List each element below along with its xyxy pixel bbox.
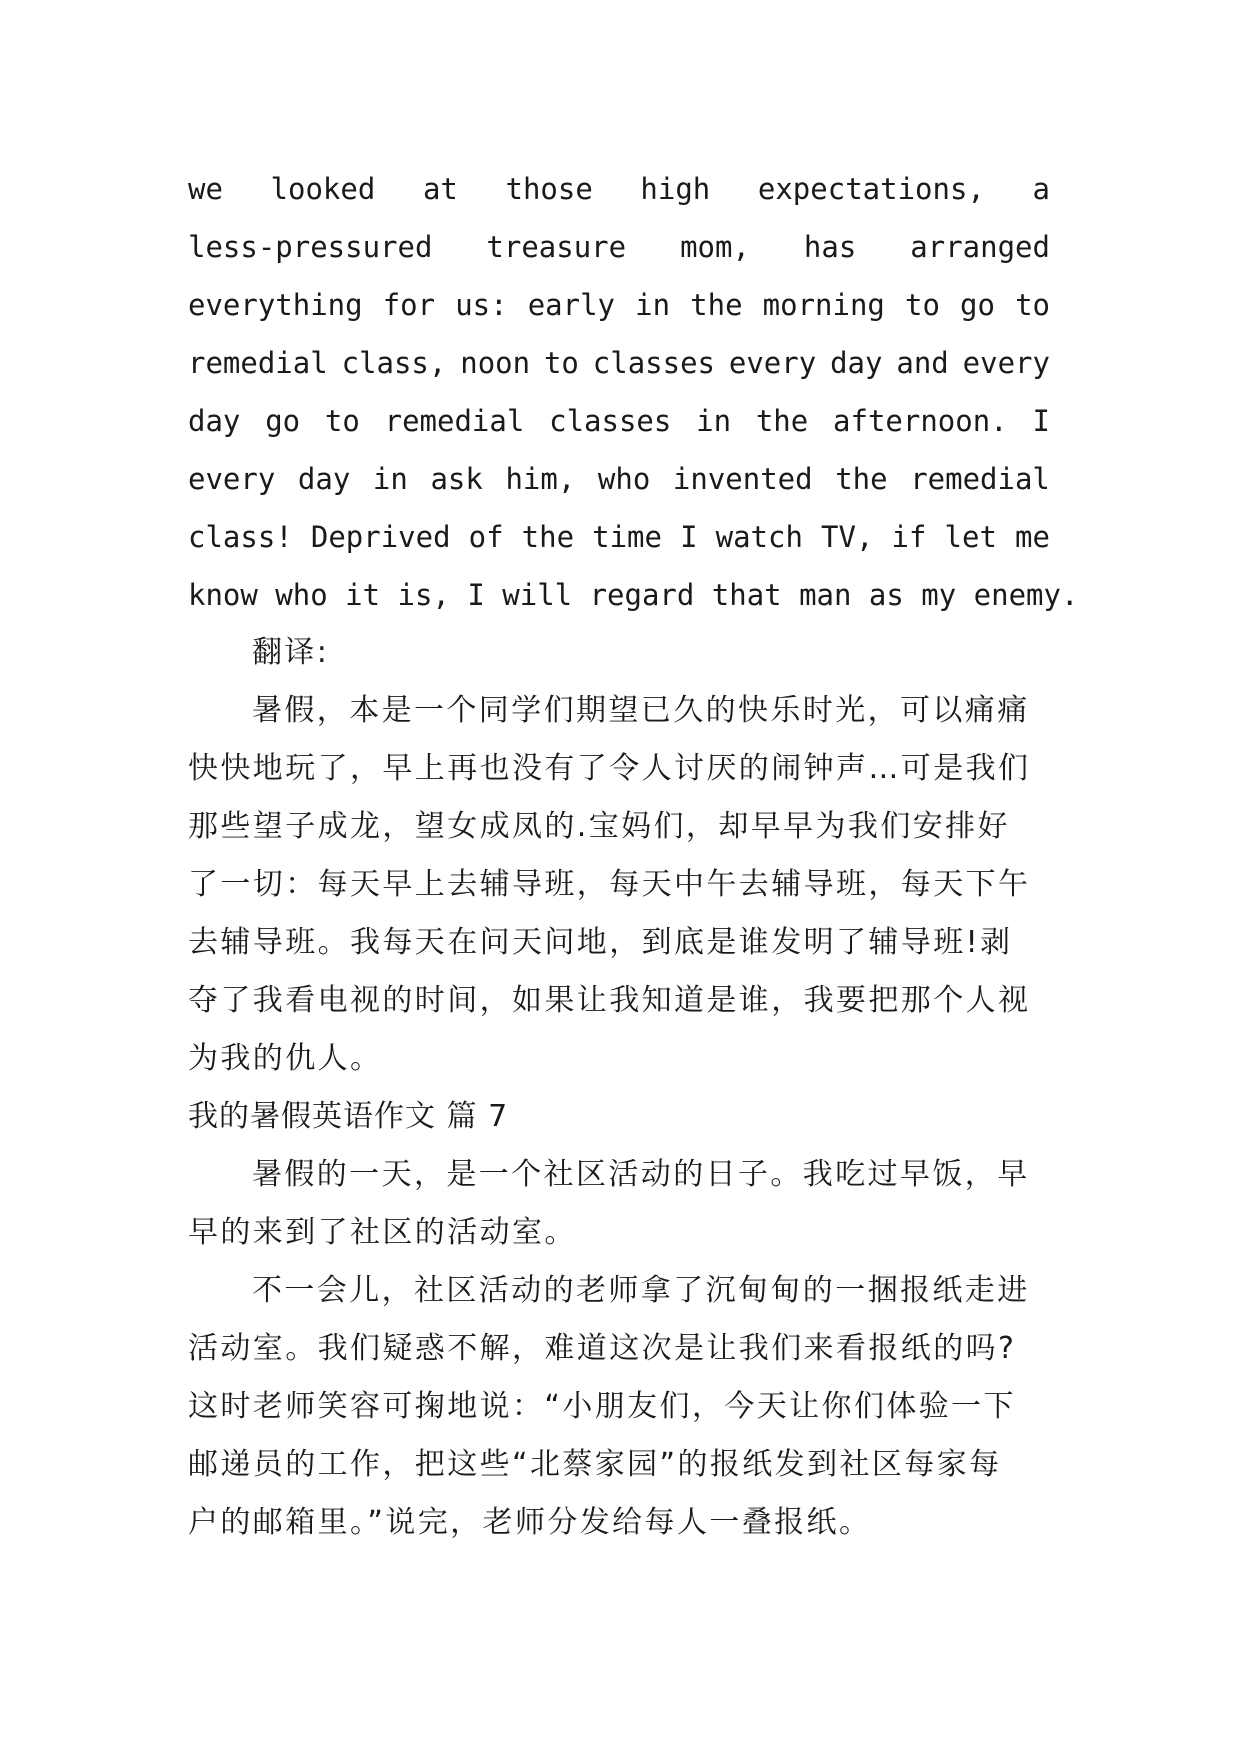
word: looked [270,172,376,206]
paragraph-line: 户的邮箱里。”说完，老师分发给每人一叠报纸。 [188,1505,872,1540]
word: every [962,346,1050,380]
word: has [803,230,857,264]
word: TV, [821,520,874,554]
word: ask [430,462,483,496]
word: day [830,346,883,380]
word: every [188,462,276,496]
word: remedial [910,462,1050,496]
translation-line: 快快地玩了，早上再也没有了令人讨厌的闹钟声…可是我们 [188,751,1031,786]
english-line [188,276,1050,334]
word: us: [455,288,508,322]
word: class! [188,520,293,554]
word: of [468,520,504,554]
word: I [680,520,698,554]
translation-line: 为我的仇人。 [188,1041,383,1076]
translation-line: 去辅导班。我每天在问天问地，到底是谁发明了辅导班!剥 [188,925,1013,960]
word: expectations, [757,172,985,206]
translation-label: 翻译: [252,635,330,670]
word: in [696,404,732,438]
word: to [1015,288,1050,322]
english-line-last: know who it is, I will regard that man as my enemy. [188,578,1079,612]
word: watch [715,520,803,554]
paragraph-line: 暑假的一天，是一个社区活动的日子。我吃过早饭，早 [252,1157,1030,1192]
word: early [527,288,616,322]
word: everything [188,288,363,322]
word: to [324,404,360,438]
word: day [188,404,241,438]
word: we [188,172,223,206]
paragraph-1 [188,1146,1050,1262]
english-line [188,392,1050,450]
english-line [188,508,1050,566]
word: afternoon. [833,404,1008,438]
word: him, [505,462,576,496]
word: remedial [384,404,525,438]
paragraph-line: 不一会儿，社区活动的老师拿了沉甸甸的一捆报纸走进 [252,1273,1030,1308]
word: to [905,288,940,322]
translation-paragraph [188,682,1050,1088]
word: if [891,520,927,554]
word: the [755,404,809,438]
word: classes [592,346,715,380]
word: at [422,172,458,206]
word: classes [549,404,672,438]
english-paragraph [188,160,1079,624]
translation-line: 暑假，本是一个同学们期望已久的快乐时光，可以痛痛 [252,693,1030,728]
word: class, [341,346,447,380]
word: me [1015,520,1050,554]
word: day [297,462,351,496]
paragraph-line: 早的来到了社区的活动室。 [188,1215,577,1250]
word: mom, [680,230,750,264]
word: the [690,288,743,322]
translation-line: 了一切：每天早上去辅导班，每天中午去辅导班，每天下午 [188,867,1031,902]
word: every [728,346,817,380]
paragraph-line: 这时老师笑容可掬地说：“小朋友们，今天让你们体验一下 [188,1389,1016,1424]
word: let [944,520,997,554]
word: go [265,404,301,438]
word: those [505,172,593,206]
word: morning [762,288,885,322]
word: less-pressured [188,230,433,264]
word: Deprived [310,520,451,554]
word: and [896,346,949,380]
paragraph-line: 活动室。我们疑惑不解，难道这次是让我们来看报纸的吗? [188,1331,1017,1366]
word: in [635,288,671,322]
translation-line: 那些望子成龙，望女成凤的.宝妈们，却早早为我们安排好 [188,809,1010,844]
word: in [372,462,408,496]
paragraph-line: 邮递员的工作，把这些“北蔡家园”的报纸发到社区每家每 [188,1447,1002,1482]
english-line [188,218,1050,276]
word: go [960,288,995,322]
word: high [640,172,711,206]
document-page [188,160,1079,1552]
word: the [835,462,888,496]
word: treasure [486,230,627,264]
word: I [1032,404,1050,438]
english-line [188,450,1050,508]
word: noon [460,346,531,380]
word: a [1032,172,1050,206]
section-heading: 我的暑假英语作文 篇 7 [188,1099,509,1134]
english-line [188,160,1050,218]
english-line [188,334,1050,392]
translation-line: 夺了我看电视的时间，如果让我知道是谁，我要把那个人视 [188,983,1031,1018]
word: time [592,520,662,554]
word: the [521,520,575,554]
word: remedial [188,346,328,380]
word: for [382,288,436,322]
word: invented [672,462,813,496]
word: who [597,462,651,496]
word: arranged [910,230,1050,264]
word: to [543,346,579,380]
paragraph-2 [188,1262,1050,1552]
